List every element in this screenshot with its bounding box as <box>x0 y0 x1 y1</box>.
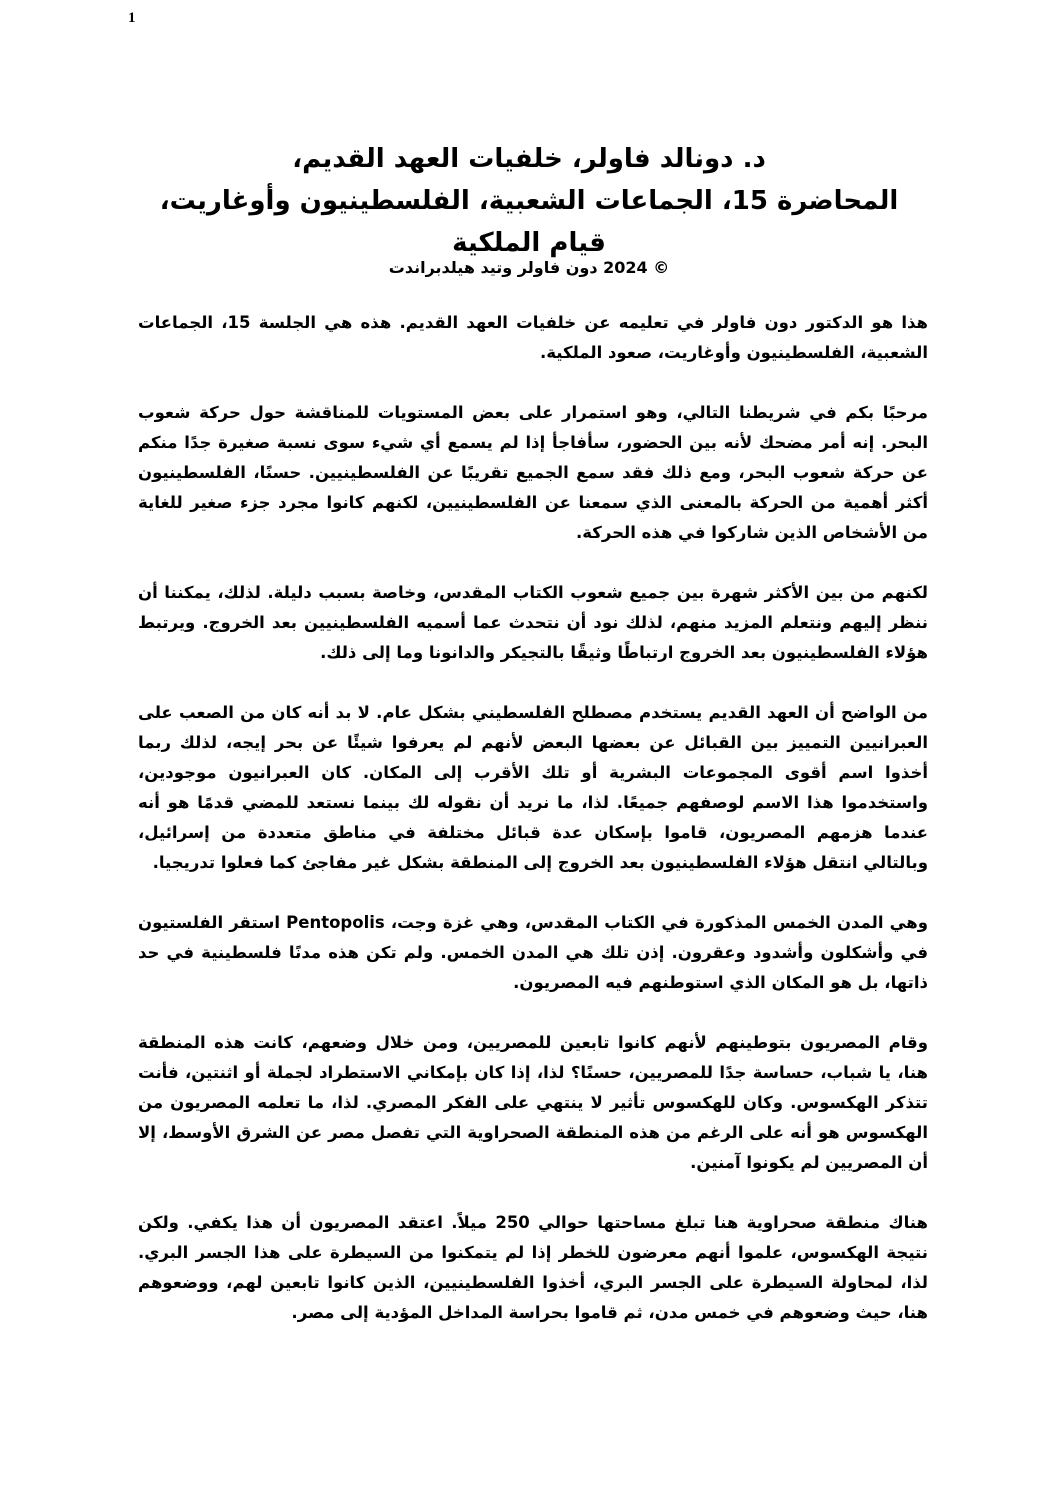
paragraph: هذا هو الدكتور دون فاولر في تعليمه عن خلفيات العهد القديم. هذه هي الجلسة 15، الجماعات الشعبية، الفلسطينيون وأوغاريت، صعود الملكية. <box>138 313 928 362</box>
title-line: قيام الملكية <box>452 228 606 258</box>
title-line: د. دونالد فاولر، خلفيات العهد القديم، <box>292 144 766 174</box>
paragraph: هناك منطقة صحراوية هنا تبلغ مساحتها حوالي 250 ميلاً. اعتقد المصريون أن هذا يكفي. ولكن نتيجة الهكسوس، علموا أنهم معرضون للخطر إذا لم يتمكنوا من السيطرة على هذا الجسر البري. لذا، لمحاولة السيطرة على الجسر البري، أخذوا الفلسطينيين، الذين كانوا تابعين لهم، ووضعوهم هنا، حيث وضعوهم في خمس مدن، ثم قاموا بحراسة المداخل المؤدية إلى مصر. <box>138 1213 928 1322</box>
document-body <box>138 308 928 1358</box>
paragraph: وقام المصريون بتوطينهم لأنهم كانوا تابعين للمصريين، ومن خلال وضعهم، كانت هذه المنطقة هنا، يا شباب، حساسة جدًا للمصريين، حسنًا؟ لذا، إذا كان بإمكاني الاستطراد لجملة أو اثنتين، فأنت تتذكر الهكسوس. وكان للهكسوس تأثير لا ينتهي على الفكر المصري. لذا، ما تعلمه المصريون من الهكسوس هو أنه على الرغم من هذه المنطقة الصحراوية التي تفصل مصر عن الشرق الأوسط، إلا أن المصريين لم يكونوا آمنين. <box>138 1033 928 1172</box>
paragraph: مرحبًا بكم في شريطنا التالي، وهو استمرار على بعض المستويات للمناقشة حول حركة شعوب البحر. إنه أمر مضحك لأنه بين الحضور، سأفاجأ إذا لم يسمع أي شيء سوى نسبة صغيرة جدًا منكم عن حركة شعوب البحر، ومع ذلك فقد سمع الجميع تقريبًا عن الفلسطينيين. حسنًا، الفلسطينيون أكثر أهمية من الحركة بالمعنى الذي سمعنا عن الفلسطينيين، لكنهم كانوا مجرد جزء صغير للغاية من الأشخاص الذين شاركوا في هذه الحركة. <box>138 403 928 542</box>
paragraph: وهي المدن الخمس المذكورة في الكتاب المقدس، وهي غزة وجت، Pentopolis استقر الفلستيون في وأشكلون وأشدود وعقرون. إذن تلك هي المدن الخمس. ولم تكن هذه مدنًا فلسطينية في حد ذاتها، بل هو المكان الذي استوطنهم فيه المصريون. <box>138 913 928 992</box>
title-line: المحاضرة 15، الجماعات الشعبية، الفلسطينيون وأوغاريت، <box>159 186 899 216</box>
document-title <box>100 138 958 264</box>
page-number: 1 <box>128 10 136 26</box>
paragraph: من الواضح أن العهد القديم يستخدم مصطلح الفلسطيني بشكل عام. لا بد أنه كان من الصعب على العبرانيين التمييز بين القبائل عن بعضها البعض لأنهم لم يعرفوا شيئًا عن بحر إيجه، لذلك ربما أخذوا اسم أقوى المجموعات البشرية أو تلك الأقرب إلى المكان. كان العبرانيون موجودين، واستخدموا هذا الاسم لوصفهم جميعًا. لذا، ما نريد أن نقوله لك بينما نستعد للمضي قدمًا هو أنه عندما هزمهم المصريون، قاموا بإسكان عدة قبائل مختلفة في مناطق متعددة من إسرائيل، وبالتالي انتقل هؤلاء الفلسطينيون بعد الخروج إلى المنطقة بشكل غير مفاجئ كما فعلوا تدريجيا. <box>138 703 928 872</box>
paragraph: لكنهم من بين الأكثر شهرة بين جميع شعوب الكتاب المقدس، وخاصة بسبب دليلة. لذلك، يمكننا أن ننظر إليهم ونتعلم المزيد منهم، لذلك نود أن نتحدث عما أسميه الفلسطينيين بعد الخروج. ويرتبط هؤلاء الفلسطينيون بعد الخروج ارتباطًا وثيقًا بالتجيكر والدانونا وما إلى ذلك. <box>138 583 928 662</box>
copyright-subtitle: © 2024 دون فاولر وتيد هيلدبراندت <box>388 258 670 277</box>
